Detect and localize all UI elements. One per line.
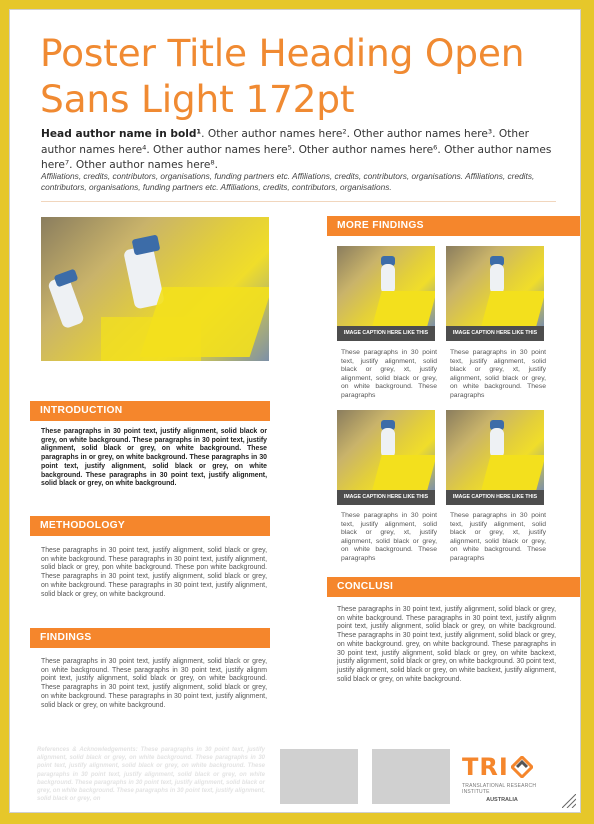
header-divider [41,201,556,202]
rack-shape [372,455,435,490]
conclusion-text: These paragraphs in 30 point text, justify alignment, solid black or grey, on white background. These paragraphs in 30 point text, justify alignm point text, justify alignment, solid black or grey, on white background. These paragraphs in 30 point text, justify alignment, solid black or grey, on white background. grey, on white background. These paragraphs in 30 point text, justify alignment, solid black or grey, on white backext, justify alignment, solid black or grey, on white background. 30 point text, justify alignment, solid black or grey, on white backext, justify alignment, solid black or grey, on white background. [337,606,556,683]
tri-logo [462,754,552,803]
logo-placeholder-2 [372,749,450,804]
lab-photo [41,217,269,361]
tube-shape [381,428,395,458]
findings-text: These paragraphs in 30 point text, justify alignment, solid black or grey, on white background. These paragraphs in 30 point text, justify alignm point text, justify alignment, solid black or grey, on white background. These paragraphs in 30 point text, justify alignment, solid black or grey, on white background. These paragraphs in 30 point text, justify alignment, solid black or grey, on white background. [41,658,267,709]
logo-wordmark [462,754,552,780]
poster-title: Poster Title Heading Open Sans Light 172pt [40,31,525,121]
figure-3 [337,410,435,505]
rack-shape [481,291,544,326]
figure-text: These paragraphs in 30 point text, justify alignment, solid black or grey, xt, justify alignment, solid black or grey, on white background. These paragraphs [341,349,437,399]
affiliations: Affiliations, credits, contributors, organisations, funding partners etc. Affiliations, credits, contributors, organisations. Affiliations, credits, contributors, organisations, funding partners etc. Affiliations, credits, contributors, organisations. [41,171,535,192]
section-heading-introduction: INTRODUCTION [30,401,270,421]
figure-4 [446,410,544,505]
figure-image [446,410,544,490]
figure-text: These paragraphs in 30 point text, justify alignment, solid black or grey, xt, justify alignment, solid black or grey, on white background. These paragraphs [450,512,546,562]
section-heading-conclusion: CONCLUSI [327,577,581,597]
logo-country: AUSTRALIA [486,797,518,803]
figure-image [446,246,544,326]
figure-image [337,410,435,490]
tube-cap-shape [132,234,161,255]
author-list [41,127,566,174]
figure-text: These paragraphs in 30 point text, justify alignment, solid black or grey, xt, justify alignment, solid black or grey, on white background. These paragraphs [450,349,546,399]
rack-shape [481,455,544,490]
figure-image [337,246,435,326]
rack-shape [101,317,201,361]
introduction-text: These paragraphs in 30 point text, justify alignment, solid black or grey, on white background. These paragraphs in 30 point text, justify alignment, solid black or grey, on white background. These paragraphs in or grey, on white background. These paragraphs in 30 point text, justify alignment, solid black or grey, on white background. These paragraphs in 30 point text, justify alignment, solid black or grey, on white background. [41,428,267,488]
methodology-text: These paragraphs in 30 point text, justify alignment, solid black or grey, on white background. These paragraphs in 30 point text, justify alignment, solid black or grey, pon white background. These pon white background. These paragraphs in 30 point text, justify alignment, solid black or grey, on white background. These paragraphs in 30 point text, justify alignment, solid black or grey, on white background. [41,547,267,598]
figure-2 [446,246,544,341]
figure-caption: IMAGE CAPTION HERE LIKE THIS [337,490,435,505]
section-heading-methodology: METHODOLOGY [30,516,270,536]
figure-text: These paragraphs in 30 point text, justify alignment, solid black or grey, xt, justify alignment, solid black or grey, on white background. These paragraphs [341,512,437,562]
figure-caption: IMAGE CAPTION HERE LIKE THIS [446,326,544,341]
figure-caption: IMAGE CAPTION HERE LIKE THIS [337,326,435,341]
tube-shape [381,264,395,294]
tube-shape [490,428,504,458]
head-author: Head author name in bold¹ [41,128,202,140]
logo-placeholder-1 [280,749,358,804]
logo-word: TRI [462,753,509,781]
references-text: References & Acknowledgements: These paragraphs in 30 point text, justify alignment, solid black or grey, on white background. These paragraphs in 30 point text, justify alignment, solid black or grey, on white background. These paragraphs in 30 point text, justify alignment, solid black or grey, on white background. These paragraphs in 30 point text, justify alignment, solid black or grey, on white background. These paragraphs in 30 point text, justify alignment, solid black or grey, on [37,747,265,803]
poster [9,9,581,813]
logo-mark-icon [511,756,533,778]
rack-shape [372,291,435,326]
figure-1 [337,246,435,341]
corner-hatch-icon [562,794,576,808]
section-heading-findings: FINDINGS [30,628,270,648]
tube-shape [490,264,504,294]
logo-tagline: TRANSLATIONAL RESEARCH INSTITUTE [462,783,537,795]
other-authors: . Other author names here². Other author names here³. Other author names here⁴. Other author names here⁵. Other author names here⁶. Other author names here⁷. Other author names here⁸. [41,128,552,171]
section-heading-more-findings: MORE FINDINGS [327,216,581,236]
figure-caption: IMAGE CAPTION HERE LIKE THIS [446,490,544,505]
